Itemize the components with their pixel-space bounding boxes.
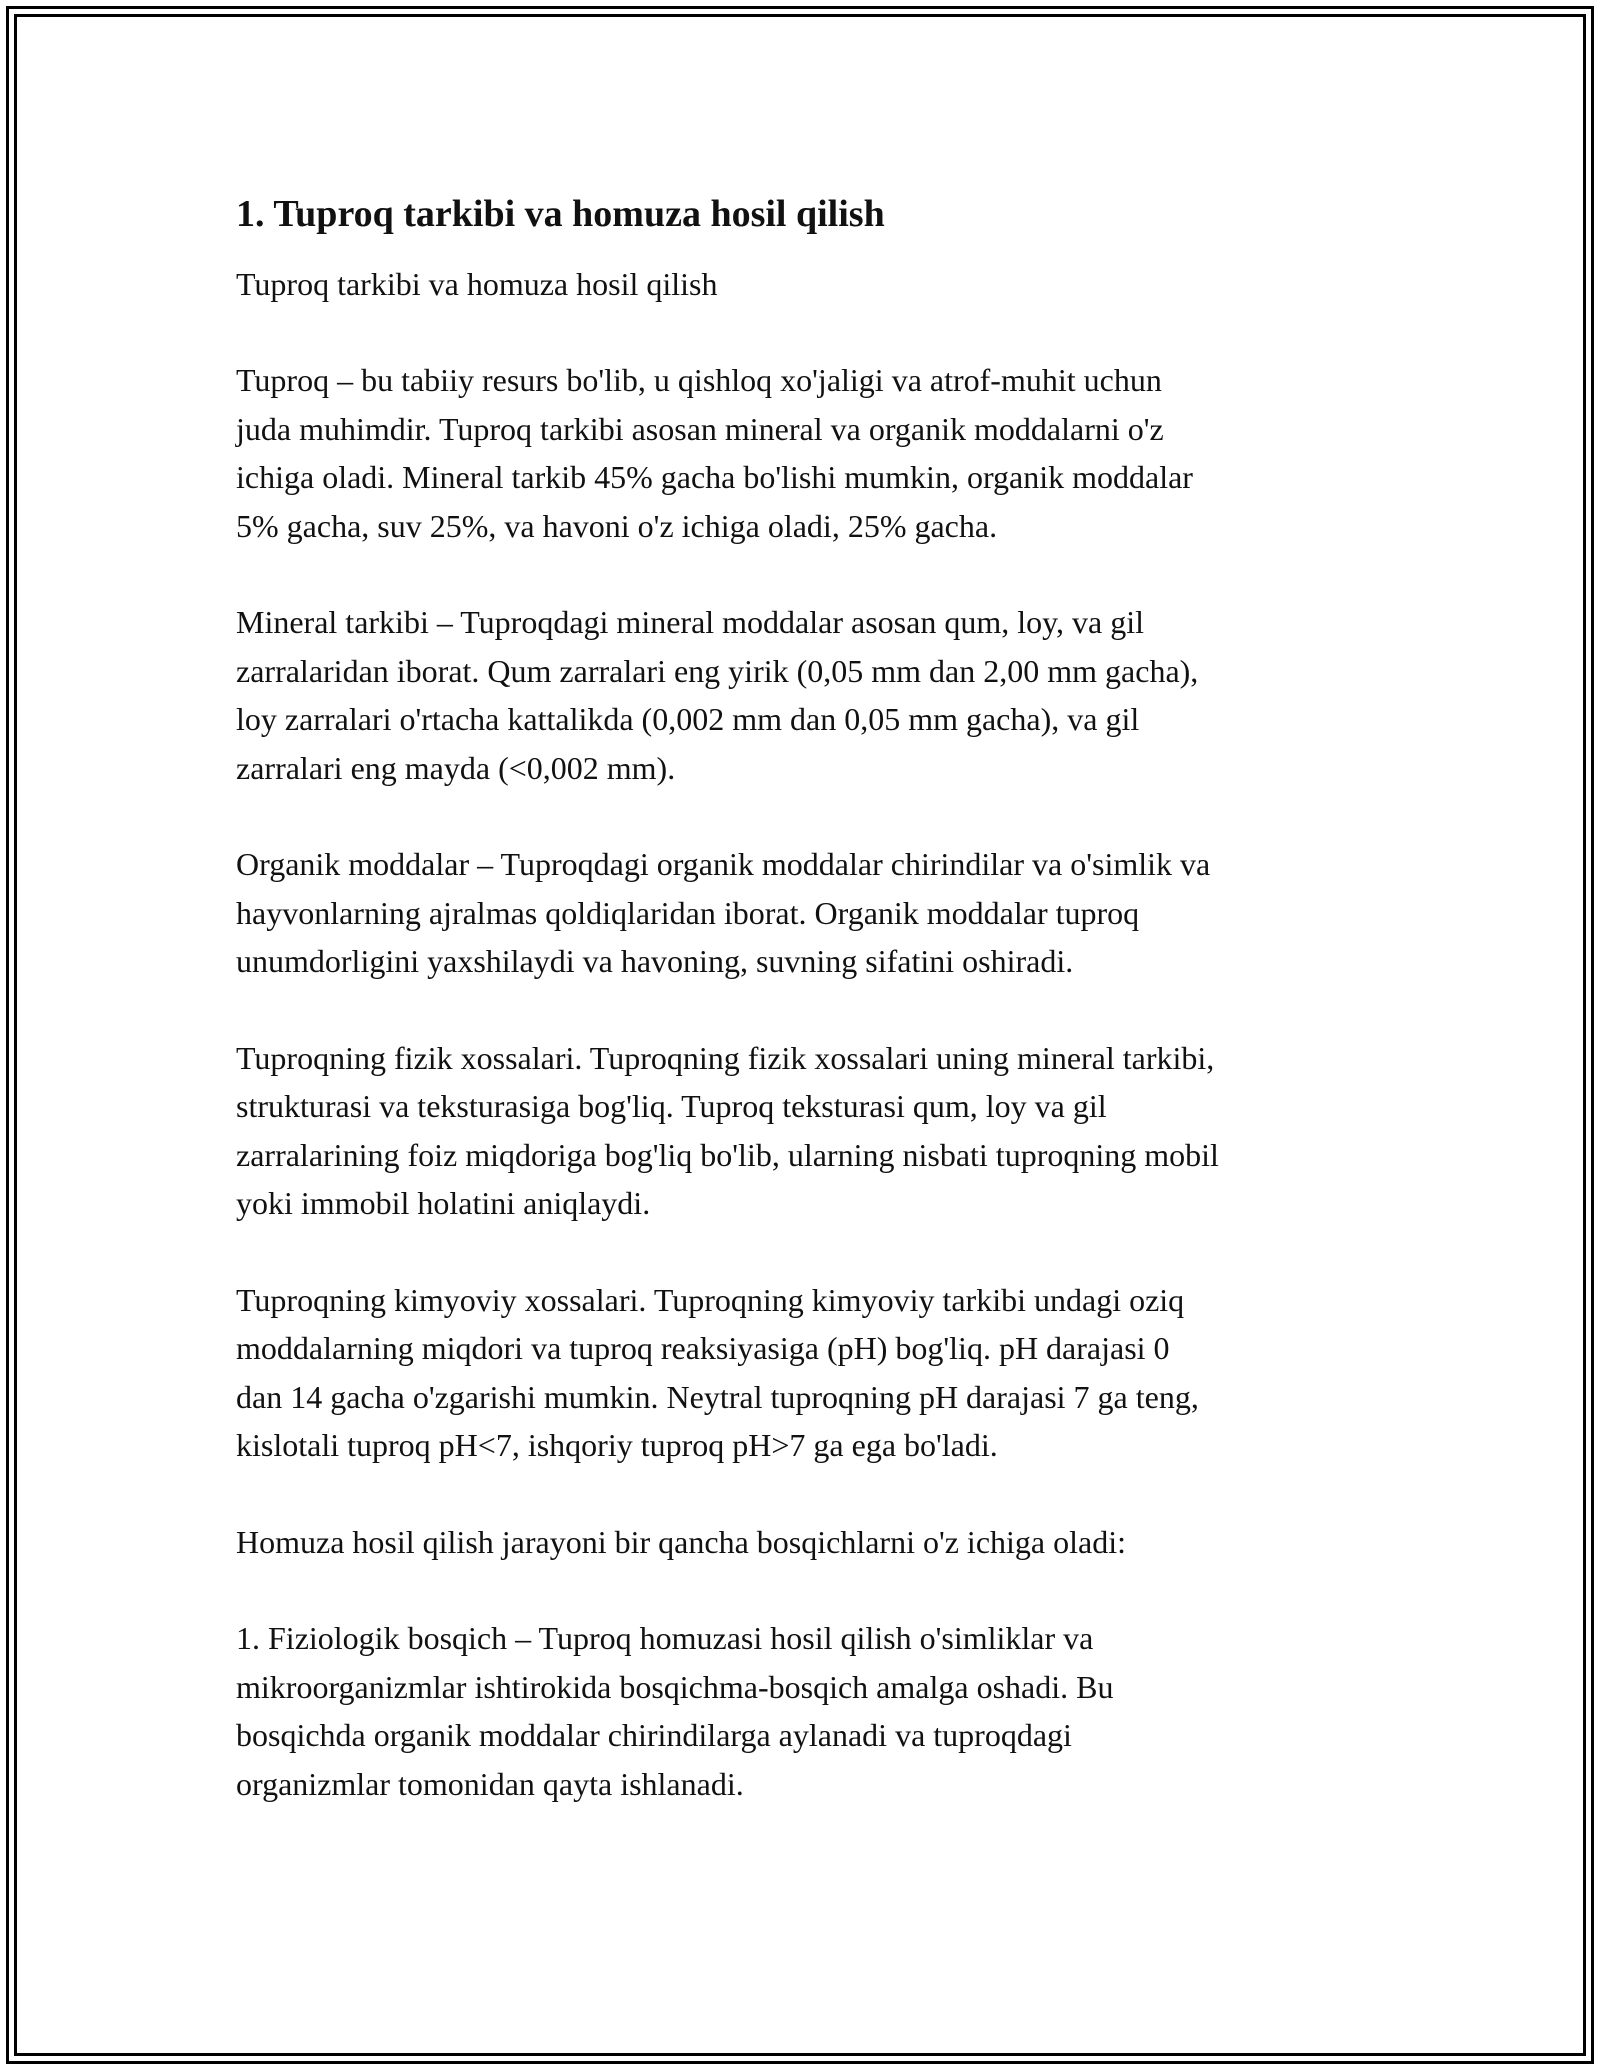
paragraph-chemical-properties: Tuproqning kimyoviy xossalari. Tuproqning kimyoviy tarkibi undagi oziq moddalarning miqdori va tuproq reaksiyasiga (pH) bog'liq. pH darajasi 0 dan 14 gacha o'zgarishi mumkin. Neytral tuproqning pH darajasi 7 ga teng, kislotali tuproq pH<7, ishqoriy tuproq pH>7 ga ega bo'ladi.	[236, 1281, 1199, 1463]
paragraph-organic-matter: Organik moddalar – Tuproqdagi organik moddalar chirindilar va o'simlik va hayvonlarning ajralmas qoldiqlaridan iborat. Organik moddalar tuproq unumdorligini yaxshilaydi va havoning, suvning sifatini oshiradi.	[236, 846, 1211, 979]
paragraph-soil-intro: Tuproq – bu tabiiy resurs bo'lib, u qishloq xo'jaligi va atrof-muhit uchun juda muhimdir. Tuproq tarkibi asosan mineral va organik moddalarni o'z ichiga oladi. Mineral tarkib 45% gacha bo'lishi mumkin, organik moddalar 5% gacha, suv 25%, va havoni o'z ichiga oladi, 25% gacha.	[236, 362, 1193, 544]
paragraph-physical-properties: Tuproqning fizik xossalari. Tuproqning fizik xossalari uning mineral tarkibi, strukturasi va teksturasiga bog'liq. Tuproq teksturasi qum, loy va gil zarralarining foiz miqdoriga bog'liq bo'lib, ularning nisbati tuproqning mobil yoki immobil holatini aniqlaydi.	[236, 1039, 1219, 1221]
paragraph-stage-1: 1. Fiziologik bosqich – Tuproq homuzasi hosil qilish o'simliklar va mikroorganizmlar ishtirokida bosqichma-bosqich amalga oshadi. Bu bosqichda organik moddalar chirindilarga aylanadi va tuproqdagi organizmlar tomonidan qayta ishlanadi.	[236, 1620, 1114, 1802]
document-body	[236, 186, 1366, 1808]
document-heading: 1. Tuproq tarkibi va homuza hosil qilish	[236, 193, 885, 235]
paragraph-mineral-composition: Mineral tarkibi – Tuproqdagi mineral moddalar asosan qum, loy, va gil zarralaridan iborat. Qum zarralari eng yirik (0,05 mm dan 2,00 mm gacha), loy zarralari o'rtacha kattalikda (0,002 mm dan 0,05 mm gacha), va gil zarralari eng mayda (<0,002 mm).	[236, 604, 1199, 786]
document-subtitle: Tuproq tarkibi va homuza hosil qilish	[236, 266, 718, 302]
paragraph-process-intro: Homuza hosil qilish jarayoni bir qancha bosqichlarni o'z ichiga oladi:	[236, 1523, 1126, 1560]
